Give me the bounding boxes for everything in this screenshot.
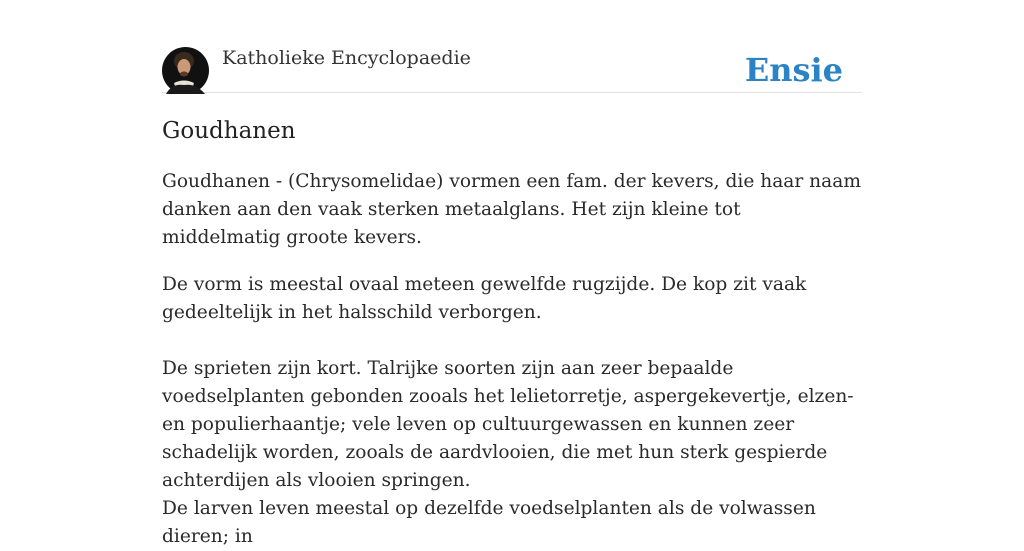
article-paragraph: De sprieten zijn kort. Talrijke soorten zijn aan zeer bepaalde voedselplanten gebonden zooals het lelietorretje, aspergekevertje, elzen- en populierhaantje; vele leven op cultuurgewassen en kunnen zeer schadelijk worden, zooals de aardvlooien, die met hun sterk gespierde achterdijen als vlooien springen. [162, 358, 854, 491]
portrait-avatar-icon[interactable] [162, 47, 209, 94]
article-header [162, 0, 862, 93]
article-container [162, 0, 862, 547]
brand-logo[interactable]: Ensie [744, 51, 843, 89]
article-paragraph: De larven leven meestal op dezelfde voedselplanten als de volwassen dieren; in [162, 498, 816, 547]
article-paragraph: De vorm is meestal ovaal meteen gewelfde rugzijde. De kop zit vaak gedeeltelijk in het halsschild verborgen. [162, 274, 807, 323]
article-title: Goudhanen [162, 118, 296, 144]
source-name[interactable]: Katholieke Encyclopaedie [222, 47, 471, 69]
article-paragraph: Goudhanen - (Chrysomelidae) vormen een fam. der kevers, die haar naam danken aan den vaak sterken metaalglans. Het zijn kleine tot middelmatig groote kevers. [162, 171, 861, 248]
